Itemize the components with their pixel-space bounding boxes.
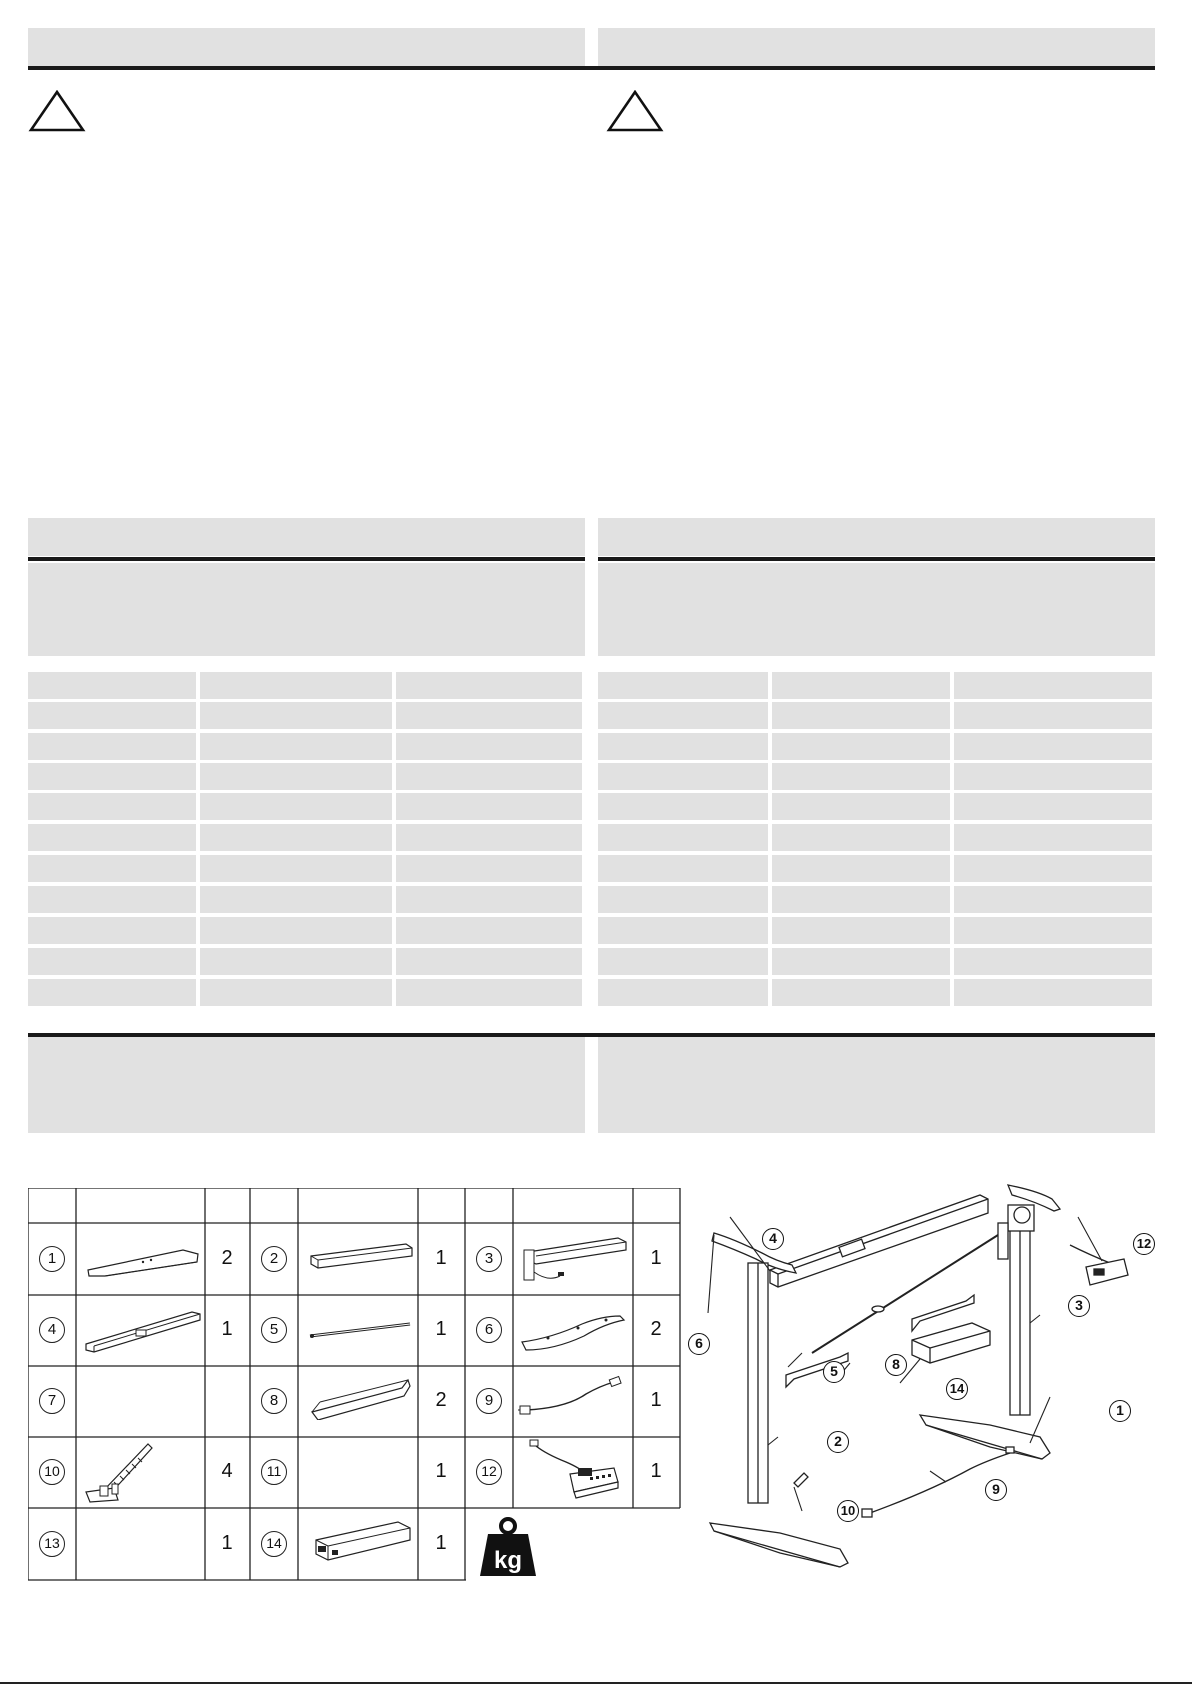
spec-table-cell <box>598 917 768 944</box>
spec-table-cell <box>772 672 950 699</box>
diagram-callout: 9 <box>985 1479 1007 1501</box>
spec-table-cell <box>396 917 582 944</box>
spec-table-cell <box>954 763 1152 790</box>
header-rule <box>28 66 1155 70</box>
spec-block-left <box>28 563 585 656</box>
spec-table-cell <box>200 793 392 820</box>
spec-table-cell <box>772 948 950 975</box>
lower-block-right <box>598 1037 1155 1133</box>
part-quantity: 1 <box>650 1460 662 1482</box>
spec-table-cell <box>598 733 768 760</box>
diagram-callout: 14 <box>946 1378 968 1400</box>
part-quantity: 2 <box>221 1247 233 1269</box>
spec-table-cell <box>772 733 950 760</box>
part-quantity: 2 <box>435 1389 447 1411</box>
spec-table-cell <box>396 763 582 790</box>
motor-leg-icon <box>518 1228 630 1288</box>
part-number: 9 <box>476 1388 502 1414</box>
spec-table-cell <box>954 948 1152 975</box>
spec-table-cell <box>28 855 196 882</box>
diagram-callout: 6 <box>688 1333 710 1355</box>
bar-icon <box>306 1240 416 1280</box>
spec-table-cell <box>28 793 196 820</box>
spec-table-cell <box>396 948 582 975</box>
part-quantity: 1 <box>435 1460 447 1482</box>
spec-header-left <box>28 518 585 556</box>
spec-table-cell <box>598 793 768 820</box>
part-quantity: 1 <box>435 1247 447 1269</box>
spec-table-cell <box>598 948 768 975</box>
part-quantity: 1 <box>650 1389 662 1411</box>
part-quantity: 1 <box>435 1318 447 1340</box>
spec-table-cell <box>954 702 1152 729</box>
spec-table-cell <box>396 733 582 760</box>
rod-icon <box>306 1316 416 1346</box>
assembly-diagram <box>690 1175 1150 1625</box>
diagram-callout: 12 <box>1133 1233 1155 1255</box>
weight-kg-icon <box>478 1516 538 1578</box>
spec-table-cell <box>598 979 768 1006</box>
part-number: 5 <box>261 1317 287 1343</box>
spec-table-cell <box>772 979 950 1006</box>
spec-table-cell <box>772 763 950 790</box>
weight-label: kg <box>493 1547 523 1574</box>
part-number: 4 <box>39 1317 65 1343</box>
part-number: 1 <box>39 1246 65 1272</box>
spec-table-cell <box>200 855 392 882</box>
spec-table-cell <box>772 886 950 913</box>
spec-table-cell <box>954 793 1152 820</box>
lower-block-left <box>28 1037 585 1133</box>
part-number: 8 <box>261 1388 287 1414</box>
spec-table-cell <box>772 917 950 944</box>
spec-table-cell <box>200 672 392 699</box>
spec-table-cell <box>200 733 392 760</box>
spec-table-cell <box>200 702 392 729</box>
spec-table-cell <box>598 763 768 790</box>
section-header-left <box>28 28 585 66</box>
part-quantity: 2 <box>650 1318 662 1340</box>
part-quantity: 1 <box>221 1318 233 1340</box>
part-quantity: 4 <box>221 1460 233 1482</box>
part-number: 11 <box>261 1459 287 1485</box>
spec-table-cell <box>28 733 196 760</box>
spec-table-cell <box>772 855 950 882</box>
footer-rule <box>0 1682 1192 1684</box>
part-quantity: 1 <box>221 1532 233 1554</box>
spec-table-cell <box>772 702 950 729</box>
control-box-icon <box>306 1518 418 1568</box>
spec-table-cell <box>954 824 1152 851</box>
diagram-callout: 10 <box>837 1500 859 1522</box>
spec-table-cell <box>200 917 392 944</box>
spec-table-cell <box>28 979 196 1006</box>
spec-table-cell <box>772 824 950 851</box>
spec-table-cell <box>396 702 582 729</box>
spec-table-cell <box>200 886 392 913</box>
diagram-callout: 5 <box>823 1361 845 1383</box>
control-panel-icon <box>518 1438 628 1504</box>
spec-table-cell <box>598 855 768 882</box>
beam-icon <box>82 1306 204 1356</box>
tray-icon <box>306 1376 416 1420</box>
spec-rule-right <box>598 557 1155 561</box>
part-number: 6 <box>476 1317 502 1343</box>
warning-triangle-icon <box>606 90 664 132</box>
spec-table-cell <box>396 979 582 1006</box>
spec-rule-left <box>28 557 585 561</box>
spec-table-cell <box>28 672 196 699</box>
spec-table-cell <box>954 886 1152 913</box>
part-number: 3 <box>476 1246 502 1272</box>
diagram-callout: 1 <box>1109 1400 1131 1422</box>
spec-table-cell <box>598 672 768 699</box>
spec-table-cell <box>28 702 196 729</box>
spec-table-cell <box>598 886 768 913</box>
spec-table-cell <box>598 702 768 729</box>
spec-table-cell <box>200 979 392 1006</box>
spec-table-cell <box>954 979 1152 1006</box>
part-number: 13 <box>39 1531 65 1557</box>
spec-table-cell <box>396 855 582 882</box>
spec-table-cell <box>772 793 950 820</box>
diagram-callout: 3 <box>1068 1295 1090 1317</box>
long-foot-icon <box>83 1240 203 1280</box>
part-number: 7 <box>39 1388 65 1414</box>
spec-table-cell <box>28 948 196 975</box>
warning-triangle-icon <box>28 90 86 132</box>
bracket-icon <box>518 1308 628 1352</box>
spec-table-cell <box>954 917 1152 944</box>
part-number: 2 <box>261 1246 287 1272</box>
part-number: 10 <box>39 1459 65 1485</box>
diagram-callout: 2 <box>827 1431 849 1453</box>
cable-tie-icon <box>80 1438 160 1504</box>
spec-table-cell <box>200 948 392 975</box>
spec-table-cell <box>396 672 582 699</box>
power-cable-icon <box>518 1374 628 1424</box>
spec-block-right <box>598 563 1155 656</box>
part-number: 12 <box>476 1459 502 1485</box>
spec-table-cell <box>28 917 196 944</box>
diagram-callout: 4 <box>762 1228 784 1250</box>
spec-table-cell <box>954 733 1152 760</box>
spec-table-cell <box>28 824 196 851</box>
spec-table-cell <box>200 824 392 851</box>
spec-table-cell <box>28 763 196 790</box>
spec-table-cell <box>598 824 768 851</box>
part-quantity: 1 <box>435 1532 447 1554</box>
spec-table-cell <box>954 672 1152 699</box>
spec-header-right <box>598 518 1155 556</box>
part-quantity: 1 <box>650 1247 662 1269</box>
diagram-callout: 8 <box>885 1354 907 1376</box>
spec-table-cell <box>396 824 582 851</box>
spec-table-cell <box>28 886 196 913</box>
spec-table-cell <box>954 855 1152 882</box>
spec-table-cell <box>200 763 392 790</box>
spec-table-cell <box>396 793 582 820</box>
part-number: 14 <box>261 1531 287 1557</box>
spec-table-cell <box>396 886 582 913</box>
section-header-right <box>598 28 1155 66</box>
